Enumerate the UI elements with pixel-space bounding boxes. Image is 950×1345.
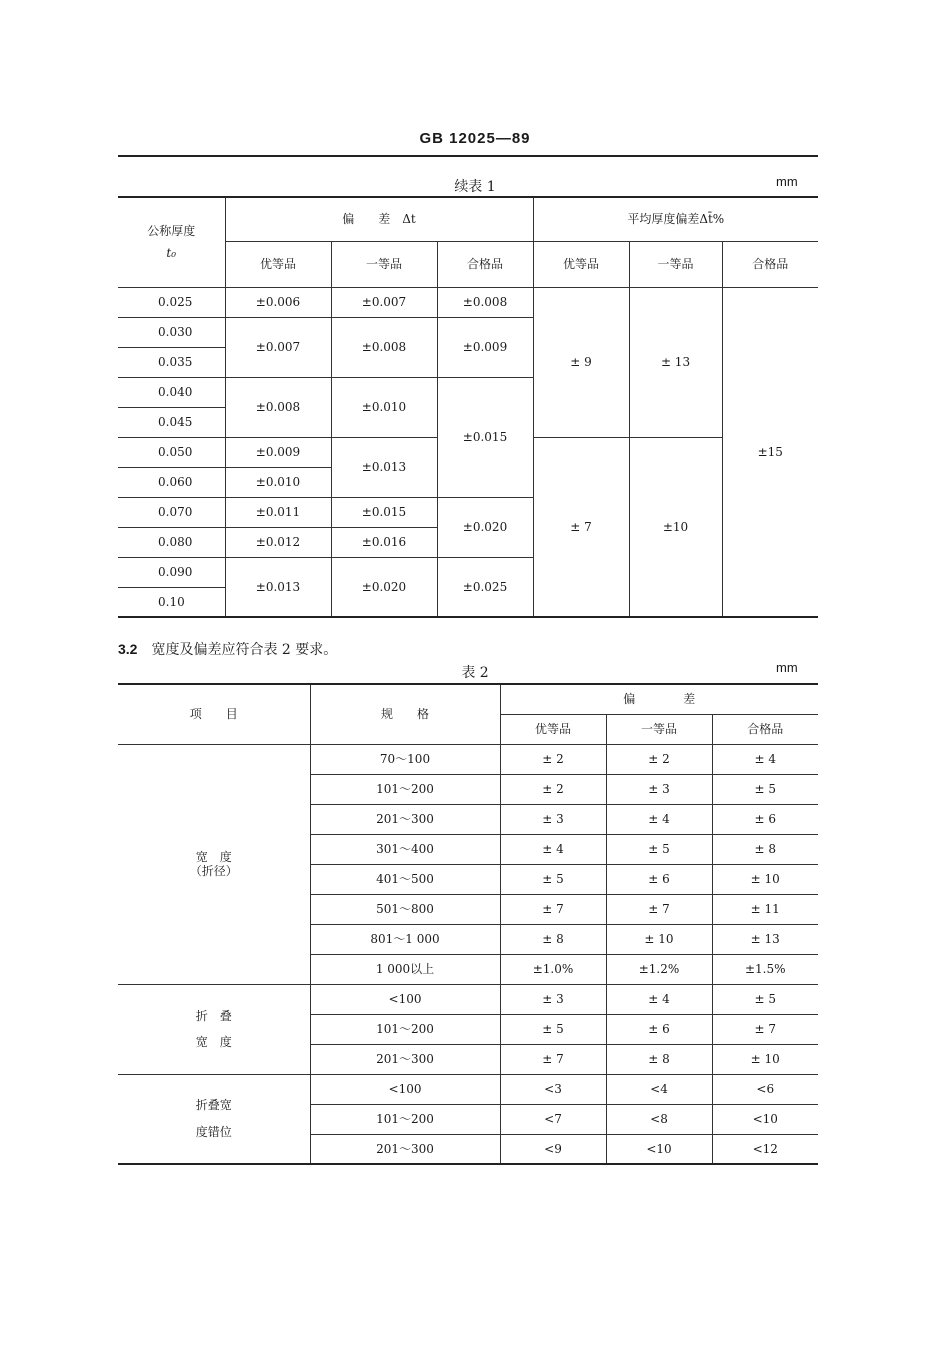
- thickness-cell: 0.10: [118, 587, 225, 617]
- deviation-cell: ±0.007: [331, 287, 437, 317]
- thickness-cell: 0.060: [118, 467, 225, 497]
- thickness-cell: 0.040: [118, 377, 225, 407]
- col-avg-deviation-header: 平均厚度偏差Δt̄%: [533, 197, 818, 241]
- value-cell: <10: [606, 1134, 712, 1164]
- table2-unit: mm: [776, 660, 798, 675]
- spec-cell: 70～100: [310, 744, 500, 774]
- grade-header: 合格品: [722, 241, 818, 287]
- value-cell: ± 5: [606, 834, 712, 864]
- document-header: GB 12025—89: [419, 130, 531, 147]
- group-label-line: 折 叠: [195, 1008, 232, 1023]
- deviation-cell: ±0.008: [225, 377, 331, 437]
- spec-cell: 1 000以上: [310, 954, 500, 984]
- deviation-cell: ±0.008: [437, 287, 533, 317]
- thickness-cell: 0.025: [118, 287, 225, 317]
- spec-cell: 101～200: [310, 774, 500, 804]
- grade-header: 一等品: [606, 714, 712, 744]
- value-cell: ± 6: [606, 1014, 712, 1044]
- section-3-2: [118, 639, 337, 659]
- spec-cell: <100: [310, 1074, 500, 1104]
- value-cell: <4: [606, 1074, 712, 1104]
- avg-deviation-cell: ±15: [722, 287, 818, 617]
- table2: [118, 683, 818, 1165]
- deviation-cell: ±0.013: [225, 557, 331, 617]
- value-cell: ± 6: [606, 864, 712, 894]
- deviation-cell: ±0.020: [331, 557, 437, 617]
- deviation-cell: ±0.020: [437, 497, 533, 557]
- deviation-cell: ±0.009: [225, 437, 331, 467]
- value-cell: ± 10: [712, 1044, 818, 1074]
- value-cell: ±1.0%: [500, 954, 606, 984]
- col-spec-header: 规 格: [310, 684, 500, 744]
- deviation-cell: ±0.011: [225, 497, 331, 527]
- table1-unit: mm: [776, 174, 798, 189]
- deviation-cell: ±0.015: [437, 377, 533, 497]
- col-nominal-label: 公称厚度: [147, 223, 196, 238]
- deviation-cell: ±0.015: [331, 497, 437, 527]
- value-cell: ± 7: [712, 1014, 818, 1044]
- spec-cell: 201～300: [310, 1044, 500, 1074]
- grade-header: 优等品: [533, 241, 629, 287]
- value-cell: ± 5: [500, 1014, 606, 1044]
- group-label-line: 宽 度: [195, 849, 232, 864]
- value-cell: ± 5: [712, 984, 818, 1014]
- spec-cell: 301～400: [310, 834, 500, 864]
- avg-deviation-cell: ±10: [629, 437, 722, 617]
- value-cell: <3: [500, 1074, 606, 1104]
- grade-header: 一等品: [331, 241, 437, 287]
- value-cell: ±1.2%: [606, 954, 712, 984]
- value-cell: ± 4: [606, 804, 712, 834]
- spec-cell: 501～800: [310, 894, 500, 924]
- value-cell: ± 2: [500, 744, 606, 774]
- grade-header: 一等品: [629, 241, 722, 287]
- avg-deviation-cell: ± 7: [533, 437, 629, 617]
- deviation-cell: ±0.010: [225, 467, 331, 497]
- deviation-cell: ±0.007: [225, 317, 331, 377]
- value-cell: ± 10: [712, 864, 818, 894]
- table2-caption: 表 2: [461, 665, 489, 681]
- grade-header: 优等品: [225, 241, 331, 287]
- value-cell: ± 11: [712, 894, 818, 924]
- col-deviation-header: 偏 差 Δt: [225, 197, 533, 241]
- header-rule: [118, 155, 818, 157]
- thickness-cell: 0.045: [118, 407, 225, 437]
- thickness-cell: 0.050: [118, 437, 225, 467]
- value-cell: <9: [500, 1134, 606, 1164]
- value-cell: ± 7: [606, 894, 712, 924]
- spec-cell: 101～200: [310, 1014, 500, 1044]
- thickness-cell: 0.080: [118, 527, 225, 557]
- value-cell: <12: [712, 1134, 818, 1164]
- group-label-fold-offset: [118, 1074, 310, 1164]
- group-label-width: [118, 744, 310, 984]
- value-cell: ± 2: [500, 774, 606, 804]
- value-cell: ± 3: [500, 804, 606, 834]
- value-cell: ± 2: [606, 744, 712, 774]
- value-cell: ± 10: [606, 924, 712, 954]
- value-cell: ± 3: [606, 774, 712, 804]
- value-cell: ± 7: [500, 1044, 606, 1074]
- value-cell: ± 8: [500, 924, 606, 954]
- group-label-line: 度错位: [195, 1124, 232, 1139]
- group-label-fold-width: [118, 984, 310, 1074]
- value-cell: ± 8: [712, 834, 818, 864]
- table1: [118, 196, 818, 618]
- value-cell: ± 4: [500, 834, 606, 864]
- deviation-cell: ±0.010: [331, 377, 437, 437]
- spec-cell: 201～300: [310, 804, 500, 834]
- avg-deviation-cell: ± 9: [533, 287, 629, 437]
- value-cell: ± 7: [500, 894, 606, 924]
- value-cell: ± 13: [712, 924, 818, 954]
- thickness-cell: 0.030: [118, 317, 225, 347]
- value-cell: <7: [500, 1104, 606, 1134]
- spec-cell: <100: [310, 984, 500, 1014]
- spec-cell: 401～500: [310, 864, 500, 894]
- deviation-cell: ±0.008: [331, 317, 437, 377]
- section-number: 3.2: [118, 641, 138, 657]
- spec-cell: 801～1 000: [310, 924, 500, 954]
- value-cell: ± 4: [606, 984, 712, 1014]
- deviation-cell: ±0.025: [437, 557, 533, 617]
- value-cell: ± 6: [712, 804, 818, 834]
- col-nominal-header: [118, 197, 225, 287]
- col-item-header: 项 目: [118, 684, 310, 744]
- value-cell: <8: [606, 1104, 712, 1134]
- thickness-cell: 0.035: [118, 347, 225, 377]
- value-cell: ± 4: [712, 744, 818, 774]
- value-cell: ± 5: [712, 774, 818, 804]
- value-cell: <6: [712, 1074, 818, 1104]
- col-nominal-symbol: t₀: [166, 246, 177, 261]
- group-label-line: 宽 度: [195, 1035, 232, 1049]
- thickness-cell: 0.090: [118, 557, 225, 587]
- deviation-cell: ±0.012: [225, 527, 331, 557]
- value-cell: ± 5: [500, 864, 606, 894]
- deviation-cell: ±0.006: [225, 287, 331, 317]
- value-cell: <10: [712, 1104, 818, 1134]
- value-cell: ± 8: [606, 1044, 712, 1074]
- grade-header: 优等品: [500, 714, 606, 744]
- group-label-line: 折叠宽: [195, 1098, 232, 1113]
- section-text: 宽度及偏差应符合表 2 要求。: [151, 642, 338, 658]
- deviation-cell: ±0.013: [331, 437, 437, 497]
- avg-deviation-cell: ± 13: [629, 287, 722, 437]
- spec-cell: 101～200: [310, 1104, 500, 1134]
- col-deviation-header: 偏 差: [500, 684, 818, 714]
- value-cell: ±1.5%: [712, 954, 818, 984]
- grade-header: 合格品: [437, 241, 533, 287]
- thickness-cell: 0.070: [118, 497, 225, 527]
- deviation-cell: ±0.009: [437, 317, 533, 377]
- deviation-cell: ±0.016: [331, 527, 437, 557]
- spec-cell: 201～300: [310, 1134, 500, 1164]
- value-cell: ± 3: [500, 984, 606, 1014]
- group-label-line: （折径）: [189, 864, 238, 878]
- grade-header: 合格品: [712, 714, 818, 744]
- table1-caption: 续表 1: [454, 179, 496, 195]
